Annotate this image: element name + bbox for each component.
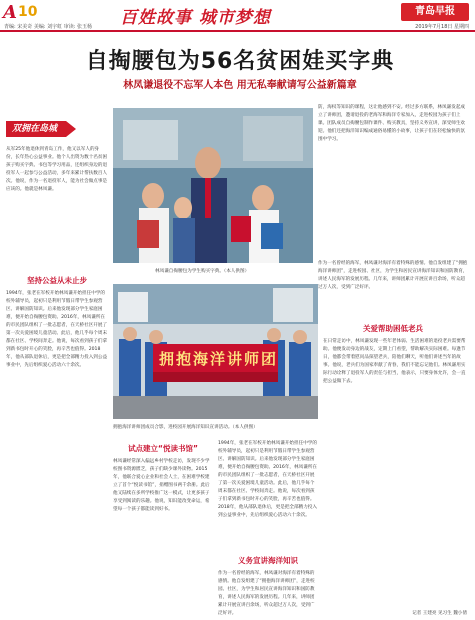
- masthead-rule: [0, 30, 475, 32]
- page-number: 10: [18, 4, 38, 20]
- photo-lecture-group: [113, 284, 318, 419]
- article-headline: 自掏腰包为56名贫困娃买字典: [85, 49, 395, 74]
- series-tag: 双拥在岛城: [6, 121, 66, 137]
- photo-caption-1: 林凤谦自掏腰包为学生购买字典。（本人供图）: [155, 269, 250, 274]
- right-top-body: 防，海权等知识的课程，这让他感到不安。经过多方联系，林凤谦发起成立了讲师团，邀请退役的老海军和海洋专家加入，走进校园为孩子们上课。团队成员自掏腰包制作课件、购买教具，坚持义务宣讲，深受师生欢迎。他们还把海洋知识编成通俗易懂的小故事，让孩子们在轻松愉快的氛围中学习。: [318, 105, 466, 142]
- section-title-1: 坚持公益从未止步: [27, 276, 87, 285]
- article-subhead: 林凤谦退役不忘军人本色 用无私奉献请写公益新篇章: [123, 80, 357, 91]
- article-lead: 从军25年他退休到青岛工作，他又以军人的身份，长年热心公益事业。他个人出资为数十名贫困孩子购买字典、书包等学习用品，还组织身边的退役军人一起参与公益活动，多年来累计帮扶数百人次。他说，作为一名退役军人，能为社会做点事是应该的。他就是林凤谦。: [6, 147, 108, 192]
- section-title-4: 关爱帮助困低老兵: [363, 324, 423, 333]
- newspaper-logo: 青岛早报: [401, 3, 469, 21]
- reporter-byline: 记者 王建亮 见习生 魏小倩: [412, 611, 467, 616]
- banner-text: 拥抱海洋讲师团: [159, 350, 279, 368]
- section-title-2: 试点建立“悦读书馆”: [128, 444, 198, 453]
- column-title: 百姓故事 城市梦想: [120, 8, 271, 28]
- section-title-3: 义务宣讲海洋知识: [238, 556, 298, 565]
- page-letter: A: [3, 2, 17, 23]
- right-mid-body: 作为一名曾经的海军，林凤谦对海洋有着特殊的感情。他自发组建了“拥抱海洋讲师团”，走进校园、社区，为学生和居民宣讲海洋知识和国防教育，讲述人民海军的发展历程。几年来，讲师团累计开展宣讲百余场，听众超过万人次，受到广泛好评。: [318, 261, 468, 290]
- section-body-3: 作为一名曾经的海军，林凤谦对海洋有着特殊的感情。他自发组建了“拥抱海洋讲师团”，走进校园、社区，为学生和居民宣讲海洋知识和国防教育，讲述人民海军的发展历程。几年来，讲师团累计开展宣讲百余场，听众超过万人次，受到广泛好评。: [218, 571, 315, 615]
- masthead: [0, 0, 475, 32]
- editor-credits: 青编: 宋美奇 美编: 刘宇虹 审读: 张玉杨: [4, 24, 93, 30]
- section-body-4: 在日常走访中，林凤谦发现一些年老体弱、生活困难的退役老兵需要帮助。他便发动身边的战友，定期上门看望，帮助解决实际困难。每逢节日，他都会带着慰问品探望老兵，陪他们聊天，听他们讲述当年的故事。他说，老兵们为国家奉献了青春，我们不能忘记他们。林凤谦用实际行动诠释了退役军人的责任与担当，他表示，只要身体允许，会一直把公益做下去。: [323, 339, 466, 384]
- page-number-badge: [3, 2, 47, 22]
- section-body-2b: 1994年，张老在军校开始林凤谦开始担任中学的校外辅导员，起初只是利用节假日带学生参观营区、讲解国防知识。后来他发现部分学生家庭困难，便开始自掏腰包资助。2016年，林凤谦所在的市民团队组织了一批志愿者，在天桥社区开展了第一次关爱困境儿童活动。此后，他几乎每个周末都在社区、学校间奔走。他说，每次看到孩子们拿到新书包时开心的笑脸，再辛苦也值得。2018年，他从部队退休后，更是把全部精力投入到公益事业中，先后组织爱心活动六十余次。: [218, 441, 317, 518]
- photo-caption-2: 拥抱海洋讲师团成员合影，进校园开展海洋知识宣讲活动。（本人供图）: [113, 425, 258, 430]
- section-body-1: 1994年，张老在军校开始林凤谦开始担任中学的校外辅导员，起初只是利用节假日带学生参观营区、讲解国防知识。后来他发现部分学生家庭困难，便开始自掏腰包资助。2016年，林凤谦所在的市民团队组织了一批志愿者，在天桥社区开展了第一次关爱困境儿童活动。此后，他几乎每个周末都在社区、学校间奔走。他说，每次看到孩子们拿到新书包时开心的笑脸，再辛苦也值得。2018年，他从部队退休后，更是把全部精力投入到公益事业中，先后组织爱心活动六十余次。: [6, 291, 108, 368]
- photo-students-dictionaries: [113, 108, 313, 263]
- issue-date: 2019年7月18日 星期四: [415, 24, 469, 30]
- section-body-2: 林凤谦经常深入偏远乡村学校走访，发现不少学校图书资源匮乏，孩子们缺少课外读物。2015年，他联合爱心企业和社会人士，在困难学校建立了首个“悦读书馆”，捐赠图书两千余册。此后他又陆续在多所学校推广这一模式，让更多孩子享受到阅读的乐趣。他说，知识能改变命运，希望每一个孩子都能读到好书。: [113, 459, 210, 512]
- photo-students-dictionaries-art: [113, 108, 313, 263]
